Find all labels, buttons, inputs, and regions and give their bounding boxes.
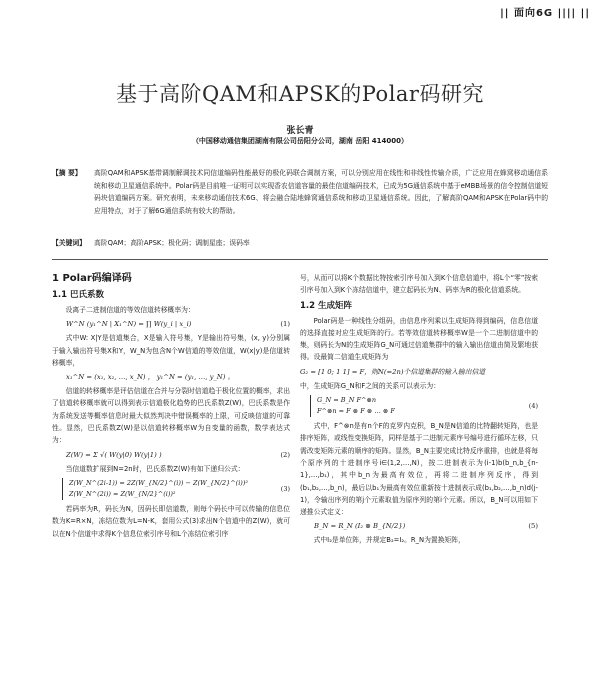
paragraph: 中，生成矩阵G_N和F之间的关系可以表示为： bbox=[300, 381, 441, 390]
paragraph: 式中W: X|Y是信道集合，X是输入符号集，Y是输出符号集，(x, y)分别属于输入输出符号集X和Y，W_N为包含N个W信道的等效信道，W(x|y)是信道转移概率， bbox=[52, 334, 290, 367]
paragraph: 当信道数扩展到N=2n时，巴氏系数Z(W)有如下递归公式： bbox=[65, 464, 245, 473]
abstract-text: 高阶QAM和APSK基带调制解调技术同信道编码性能最好的极化码联合调制方案，可以分别应用在线性和非线性传输介质，广泛应用在蜂窝移动通信系统和移动卫星通信系统中。Polar码是目前唯一证明可以实现香农信道容量的最佳信道编码技术，已成为5G通信系统中基于eMBB场景的信令控制信道短码块信道编码方案。研究表明，未来移动通信技术6G、将会融合陆地蜂窝通信系统和移动卫星通信系统。因此，了解高阶QAM和APSK在Polar码中的应用特点，对于了解6G通信系统有较大的帮助。 bbox=[94, 169, 548, 215]
equation-2-body: Z(W) = Σ √( W(y|0) W(y|1) ) bbox=[66, 450, 162, 459]
equation-3-line-a: Z(W_N^(2i-1)) = 2Z(W_{N/2}^(i)) − Z(W_{N/2}^(i))² bbox=[69, 478, 248, 487]
keywords-label: 【关键词】 bbox=[52, 239, 86, 247]
equation-x: x₁^N = (x₁, x₂, …, x_N) ， y₁^N = (y₁, …, y_N) 。 bbox=[66, 373, 235, 382]
section-1-heading: 1 Polar码编译码 bbox=[52, 273, 132, 284]
equation-4-number: (4) bbox=[528, 402, 538, 411]
left-column bbox=[52, 272, 290, 540]
equation-4-line-b: F^⊗n = F ⊗ F ⊗ … ⊗ F bbox=[317, 407, 395, 416]
right-column bbox=[300, 272, 538, 547]
section-1-2-heading: 1.2 生成矩阵 bbox=[300, 300, 353, 311]
header-divider bbox=[52, 259, 548, 260]
section-tag: || 面向6G |||| || bbox=[500, 8, 590, 19]
keywords-block bbox=[52, 237, 548, 250]
equation-1 bbox=[52, 318, 290, 330]
equation-3-line-b: Z(W_N^(2i)) = Z(W_{N/2}^(i))² bbox=[69, 489, 176, 498]
paragraph: 信道的转移概率是评估信道在合并与分裂时信道趋于极化位置的概率，求出了信道转移概率就可以得到表示信道极化趋势的巴氏系数Z(W)，巴氏系数是作为系统发送等概率信息时最大似然判决中错误概率的上限，可反映信道的可靠性。显然，巴氏系数Z(W)是以信道转移概率W为自变量的函数，数学表达式为： bbox=[52, 387, 290, 445]
equation-1-number: (1) bbox=[280, 320, 290, 329]
paragraph: 式中I₂是单位阵，并规定B₂=I₂。R_N为置换矩阵， bbox=[313, 536, 465, 545]
section-1-1-heading: 1.1 巴氏系数 bbox=[52, 290, 105, 300]
affiliation: （中国移动通信集团湖南有限公司岳阳分公司，湖南 岳阳 414000） bbox=[191, 137, 409, 145]
equation-5-body: B_N = R_N (I₂ ⊗ B_{N/2}) bbox=[314, 522, 406, 531]
page-title: 基于高阶QAM和APSK的Polar码研究 bbox=[116, 82, 484, 106]
paragraph: 若码率为R，码长为N，因码长即信道数，则每个码长中可以传输的信息位数为K=R×N，冻结位数为L=N-K，套用公式(3)求出N个信道中的Z(W)，就可以在N个信道中求得K个信息位索引序号和L个冻结位索引序 bbox=[52, 504, 290, 538]
equation-5 bbox=[300, 520, 538, 532]
paragraph: Polar码是一种线性分组码，由信息序列乘以生成矩阵得到编码，信息信道的选择直接对应生成矩阵的行。若等效信道转移概率W是一个二进制信道中的集，则码长为N的生成矩阵G_N可通过信道集群中的输入输出信道由简及繁地获得。设最简二信道生成矩阵为 bbox=[300, 316, 538, 362]
keywords-text: 高阶QAM；高阶APSK；极化码；调制星座；误码率 bbox=[94, 239, 250, 247]
abstract-label: 【摘 要】 bbox=[52, 169, 82, 177]
equation-3-number: (3) bbox=[280, 484, 290, 493]
abstract-block bbox=[52, 167, 548, 217]
equation-4 bbox=[300, 395, 538, 417]
equation-3 bbox=[52, 478, 290, 500]
paragraph: 号，从而可以将K个数据比特按索引序号加入到K个信息信道中，将L个“零”按索引序号加入到K个冻结信道中，建立起码长为N、码率为R的极化信道系统。 bbox=[300, 274, 538, 295]
equation-1-body: W^N (y₁^N | X₁^N) = ∏ W(y_i | x_i) bbox=[66, 320, 192, 329]
equation-g2: G₂ = [1 0; 1 1] = F，则N(=2n)个信道集群的输入输出信道 bbox=[300, 367, 486, 376]
author: 张长青 bbox=[286, 126, 314, 136]
equation-2-number: (2) bbox=[280, 450, 290, 459]
paragraph: 式中，F^⊗n是有n个F的克罗内克积，B_N是N信道的比特翻转矩阵，也是排序矩阵，或线性变换矩阵，同样是基于二进制元素序号编号进行循环左移，只需改变矩阵元素的顺序的矩阵。显然，B_N主要完成比特反序重排，也就是将每个原序列的十进制序号i∈(1,2,…,N)，按二进制表示为(i-1)b(b_n,b_{n-1},…,b₁)，其中b_n为最高有效位，再将二进制序列反序，得到(b₁,b₂,…,b_n)，最后以b₁为最高有效位重新按十进制表示成(b₁,b₂,…,b_n)d(j-1)，令输出序列的第j个元素取值为原序列的第i个元素。所以，B_N可以用如下递推公式定义： bbox=[300, 422, 538, 517]
paragraph: 设离子二进制信道的等效信道转移概率为： bbox=[65, 306, 195, 314]
equation-5-number: (5) bbox=[528, 522, 538, 531]
equation-4-line-a: G_N = B_N F^⊗n bbox=[317, 396, 377, 405]
equation-2 bbox=[52, 449, 290, 461]
